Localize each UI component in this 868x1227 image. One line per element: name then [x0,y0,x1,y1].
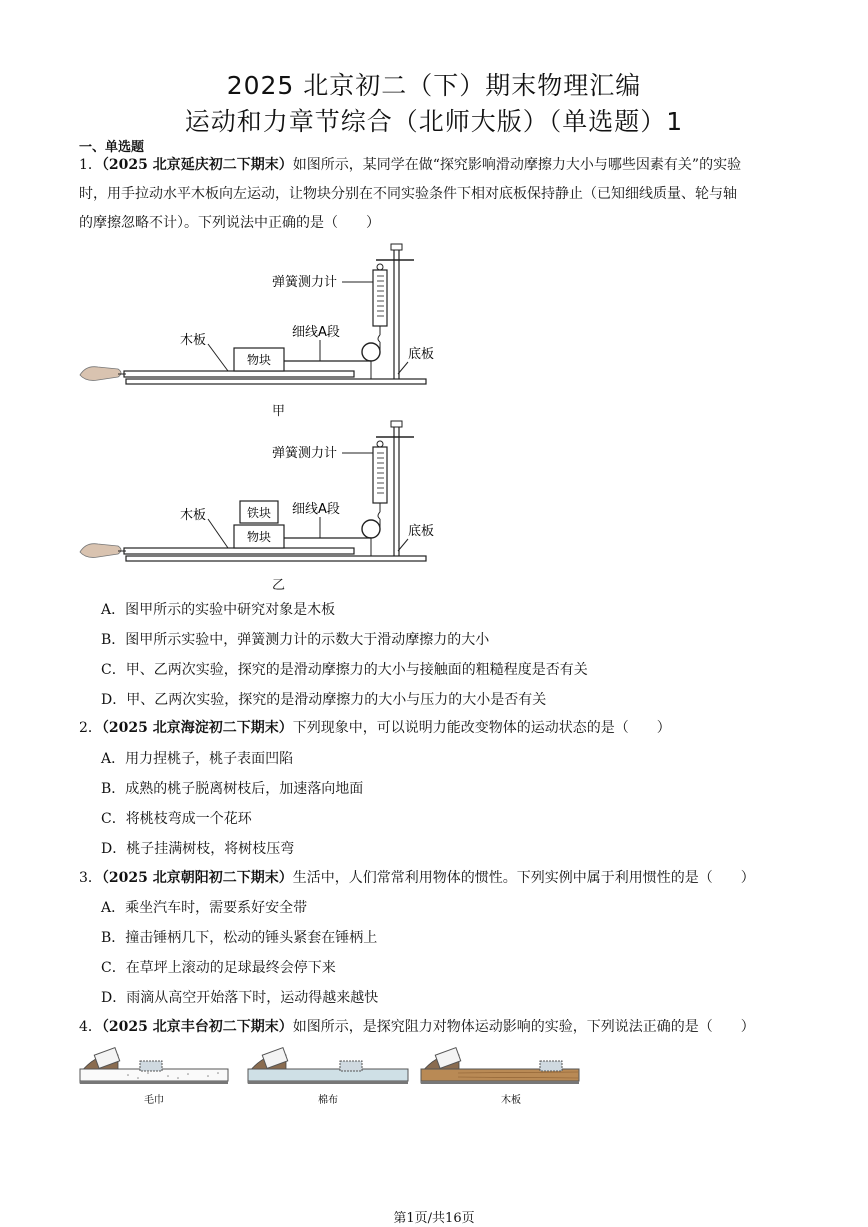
option-d: D．雨滴从高空开始落下时，运动得越来越快 [101,990,379,1006]
question-source: （2025 北京延庆初二下期末） [101,157,293,173]
question-text: 生活中，人们常常利用物体的惯性。下列实例中属于利用惯性的是（ ） [292,870,755,886]
base-label: 底板 [408,524,435,539]
figure-caption-a: 甲 [272,404,286,419]
surface-label: 木板 [501,1095,521,1106]
option-b: B．撞击锤柄几下，松动的锤头紧套在锤柄上 [101,930,378,946]
question-number: 4． [79,1019,102,1035]
surface-label: 棉布 [318,1095,338,1106]
option-a: A．乘坐汽车时，需要系好安全带 [101,900,308,916]
option-c: C．甲、乙两次实验，探究的是滑动摩擦力的大小与接触面的粗糙程度是否有关 [101,662,588,678]
option-c: C．在草坪上滚动的足球最终会停下来 [101,960,336,976]
hand-icon [80,544,121,558]
string-label: 细线A段 [292,502,340,517]
figure-caption-b: 乙 [272,578,286,593]
board-label: 木板 [180,333,207,348]
option-a: A．图甲所示的实验中研究对象是木板 [101,602,336,618]
board-label: 木板 [180,508,207,523]
option-d: D．甲、乙两次实验，探究的是滑动摩擦力的大小与压力的大小是否有关 [101,692,547,708]
option-d: D．桃子挂满树枝，将树枝压弯 [101,841,295,857]
block-label: 物块 [246,530,272,544]
question-number: 1． [79,157,102,173]
question-source: （2025 北京朝阳初二下期末） [101,870,293,886]
question-number: 3． [79,870,102,886]
spring-scale-label: 弹簧测力计 [272,446,338,461]
option-c: C．将桃枝弯成一个花环 [101,811,252,827]
question-2 [79,714,795,743]
iron-block-label: 铁块 [246,506,272,520]
page-title: 2025 北京初二（下）期末物理汇编 [226,71,642,100]
question-text: 的摩擦忽略不计）。下列说法中正确的是（ ） [79,215,380,231]
question-text: 如图所示，某同学在做“探究影响滑动摩擦力大小与哪些因素有关”的实验 [292,157,742,173]
question-text: 时，用手拉动水平木板向左运动，让物块分别在不同实验条件下相对底板保持静止（已知细线质量、轮与轴 [79,186,737,202]
question-text: 下列现象中，可以说明力能改变物体的运动状态的是（ ） [292,720,671,736]
option-b: B．成熟的桃子脱离树枝后，加速落向地面 [101,781,364,797]
friction-apparatus-figure-a [78,240,448,390]
wood-surface-panel [421,1048,579,1106]
option-a: A．用力捏桃子，桃子表面凹陷 [101,751,294,767]
question-source: （2025 北京丰台初二下期末） [101,1019,293,1035]
page-subtitle: 运动和力章节综合（北师大版）（单选题）1 [184,107,684,136]
question-number: 2． [79,720,102,736]
base-label: 底板 [408,347,435,362]
option-b: B．图甲所示实验中，弹簧测力计的示数大于滑动摩擦力的大小 [101,632,490,648]
section-heading: 一、单选题 [79,140,145,155]
towel-surface-panel [80,1048,228,1106]
block-label: 物块 [246,353,272,367]
cotton-surface-panel [248,1048,408,1106]
page-footer: 第1页/共16页 [393,1211,475,1226]
surface-label: 毛巾 [144,1095,164,1106]
string-label: 细线A段 [292,325,340,340]
spring-scale-label: 弹簧测力计 [272,275,338,290]
question-4 [79,1013,795,1042]
resistance-experiment-figure [78,1045,583,1110]
friction-apparatus-figure-b [78,417,448,567]
question-source: （2025 北京海淀初二下期末） [101,720,293,736]
hand-icon [80,367,121,381]
question-1 [79,151,795,238]
question-text: 如图所示，是探究阻力对物体运动影响的实验，下列说法正确的是（ ） [292,1019,755,1035]
question-3 [79,864,795,893]
